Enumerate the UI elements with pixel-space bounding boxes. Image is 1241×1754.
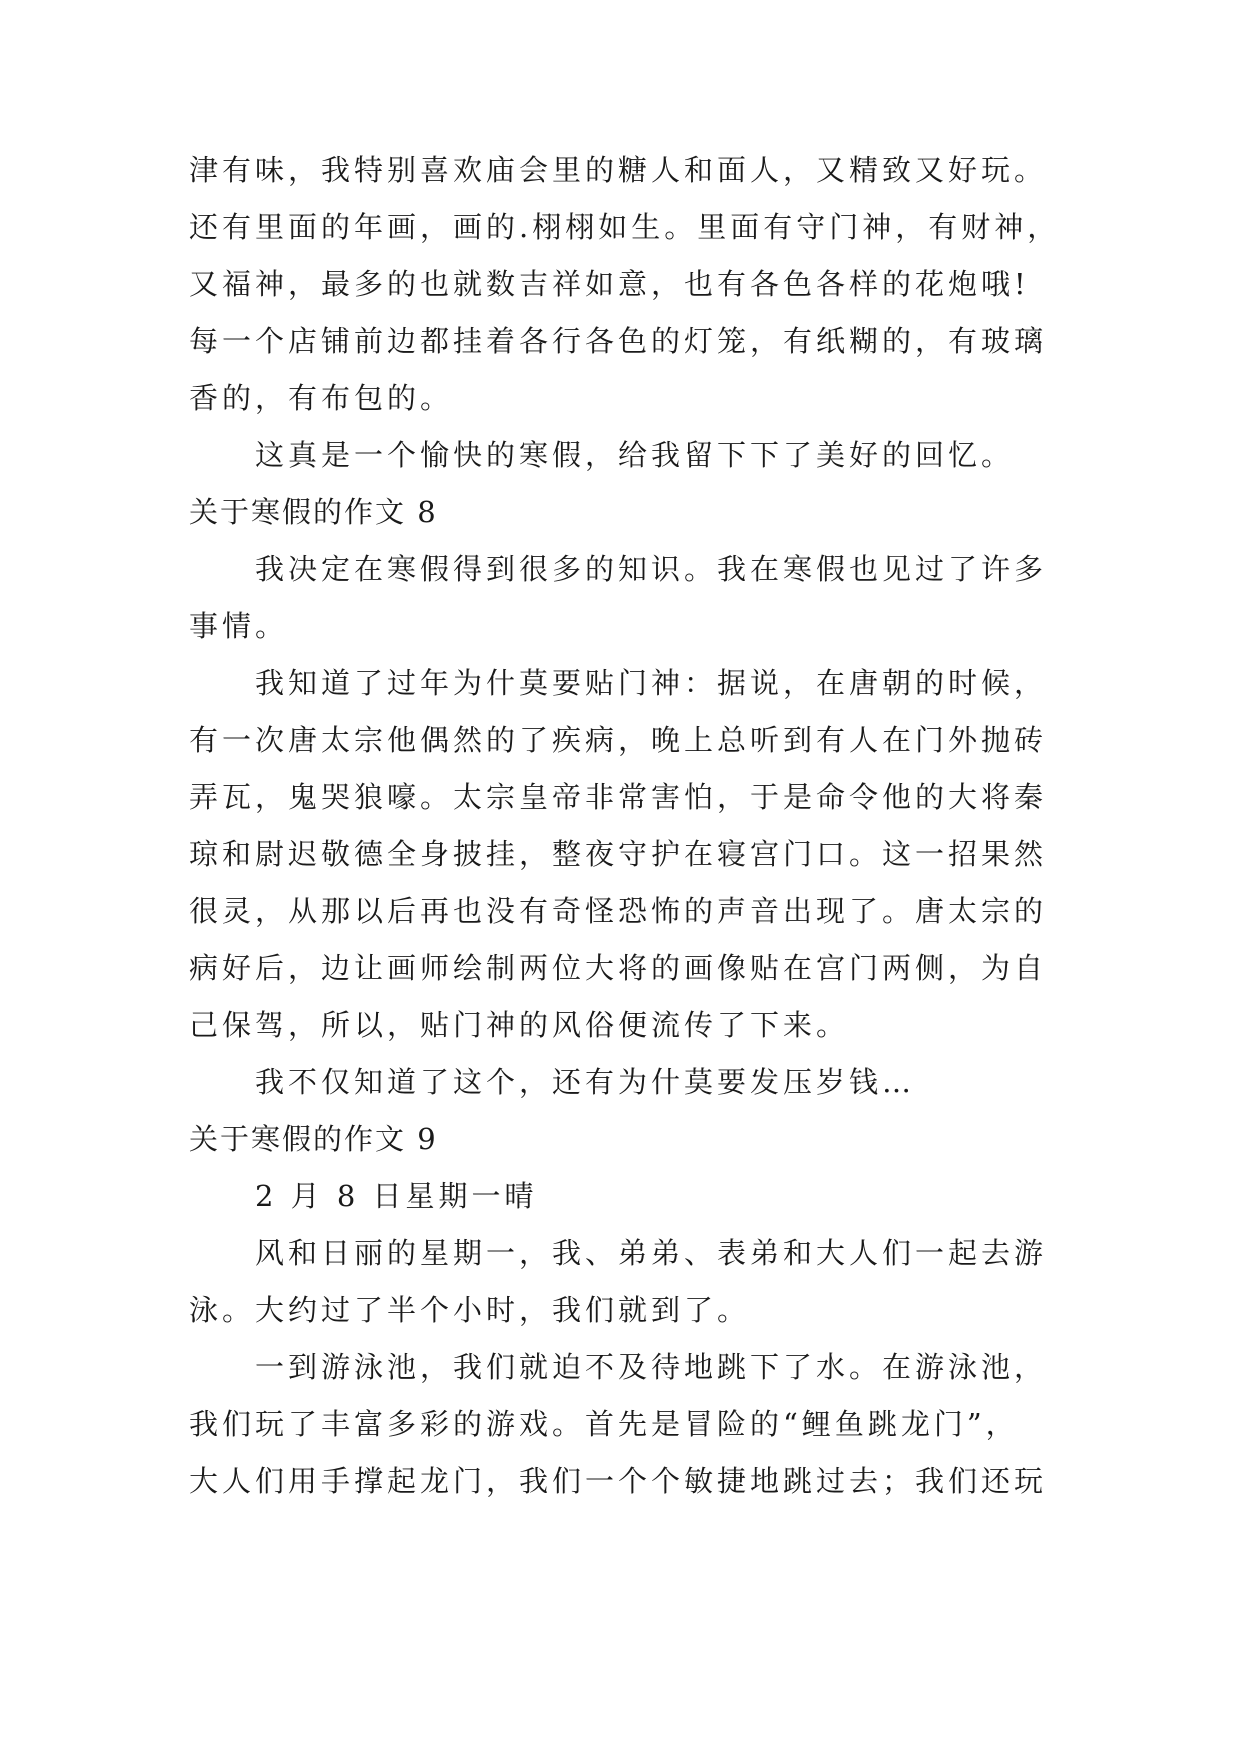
date-line: 2 月 8 日星期一晴 <box>255 1179 538 1213</box>
text-line: 津有味，我特别喜欢庙会里的糖人和面人，又精致又好玩。 <box>189 153 1048 187</box>
text-line: 我决定在寒假得到很多的知识。我在寒假也见过了许多 <box>255 552 1048 586</box>
text-line: 我不仅知道了这个，还有为什莫要发压岁钱… <box>255 1065 916 1099</box>
text-line: 大人们用手撑起龙门，我们一个个敏捷地跳过去；我们还玩 <box>189 1464 1048 1498</box>
text-line: 琼和尉迟敬德全身披挂，整夜守护在寝宫门口。这一招果然 <box>189 837 1048 871</box>
text-line: 又福神，最多的也就数吉祥如意，也有各色各样的花炮哦! <box>189 267 1030 301</box>
text-line: 弄瓦，鬼哭狼嚎。太宗皇帝非常害怕，于是命令他的大将秦 <box>189 780 1048 814</box>
text-line: 事情。 <box>189 609 289 643</box>
section-heading: 关于寒假的作文 9 <box>189 1122 438 1156</box>
text-line: 香的，有布包的。 <box>189 381 454 415</box>
section-heading: 关于寒假的作文 8 <box>189 495 438 529</box>
text-line: 一到游泳池，我们就迫不及待地跳下了水。在游泳池， <box>255 1350 1048 1384</box>
text-line: 病好后，边让画师绘制两位大将的画像贴在宫门两侧，为自 <box>189 951 1048 985</box>
text-line: 这真是一个愉快的寒假，给我留下下了美好的回忆。 <box>255 438 1015 472</box>
text-line: 我们玩了丰富多彩的游戏。首先是冒险的“鲤鱼跳龙门”， <box>189 1407 1019 1441</box>
text-line: 有一次唐太宗他偶然的了疾病，晚上总听到有人在门外抛砖 <box>189 723 1048 757</box>
text-line: 很灵，从那以后再也没有奇怪恐怖的声音出现了。唐太宗的 <box>189 894 1048 928</box>
text-line: 泳。大约过了半个小时，我们就到了。 <box>189 1293 751 1327</box>
text-line: 我知道了过年为什莫要贴门神：据说，在唐朝的时候， <box>255 666 1048 700</box>
text-line: 还有里面的年画，画的.栩栩如生。里面有守门神，有财神， <box>189 210 1061 244</box>
text-line: 己保驾，所以，贴门神的风俗便流传了下来。 <box>189 1008 850 1042</box>
text-line: 风和日丽的星期一，我、弟弟、表弟和大人们一起去游 <box>255 1236 1048 1270</box>
text-line: 每一个店铺前边都挂着各行各色的灯笼，有纸糊的，有玻璃 <box>189 324 1048 358</box>
